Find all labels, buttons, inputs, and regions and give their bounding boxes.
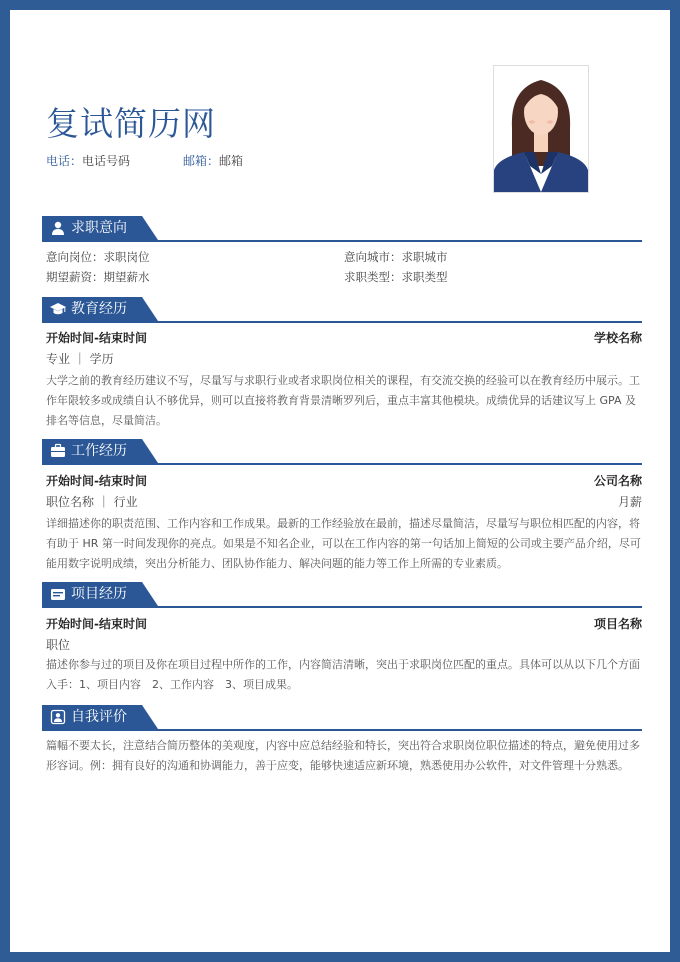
intent-position <box>46 249 150 265</box>
section-underline <box>42 240 642 242</box>
section-underline <box>42 606 642 608</box>
intent-city-value: 求职城市 <box>401 250 448 264</box>
project-description: 描述你参与过的项目及你在项目过程中所作的工作，内容简洁清晰，突出于求职岗位匹配的重点。具体可以从以下几个方面入手：1、项目内容 2、工作内容 3、项目成果。 <box>46 658 640 691</box>
section-title-self: 自我评价 <box>71 709 127 725</box>
section-underline <box>42 463 642 465</box>
phone-contact <box>46 153 130 169</box>
email-label: 邮箱： <box>183 154 220 168</box>
work-header-row <box>46 473 642 490</box>
education-description: 大学之前的教育经历建议不写，尽量写与求职行业或者求职岗位相关的课程，有交流交换的经验可以在教育经历中展示。工作年限较多或成绩自认不够优异，则可以直接将教育背景清晰罗列后，重点丰富其他模块。成绩优异的话建议写上 GPA 及排名等信息，尽量简洁。 <box>46 374 640 427</box>
section-header-project <box>42 582 642 608</box>
id-card-icon <box>50 586 66 602</box>
education-header-row <box>46 330 642 347</box>
section-header-self <box>42 705 642 731</box>
person-badge-icon <box>50 709 66 725</box>
section-title-intent: 求职意向 <box>71 220 127 236</box>
work-position-row <box>46 494 642 511</box>
resume-page <box>10 10 670 952</box>
intent-position-label: 意向岗位： <box>46 250 104 264</box>
briefcase-icon <box>50 443 66 459</box>
intent-type-label: 求职类型： <box>344 270 402 284</box>
section-header-education <box>42 297 642 323</box>
education-school: 学校名称 <box>593 331 642 345</box>
intent-salary-value: 期望薪水 <box>103 270 150 284</box>
section-title-work: 工作经历 <box>71 443 127 459</box>
project-role-row <box>46 637 642 654</box>
user-icon <box>50 220 66 236</box>
candidate-name: 复试简历网 <box>46 104 216 143</box>
email-contact <box>183 153 243 169</box>
phone-value: 电话号码 <box>82 154 131 168</box>
section-header-intent <box>42 216 642 242</box>
intent-type-value: 求职类型 <box>401 270 448 284</box>
self-description: 篇幅不要太长，注意结合简历整体的美观度，内容中应总结经验和特长，突出符合求职岗位职位描述的特点，避免使用过多形容词。例：拥有良好的沟通和协调能力，善于应变，能够快速适应新环境，熟悉使用办公软件，对文件管理十分熟悉。 <box>46 739 640 772</box>
project-name: 项目名称 <box>593 617 642 631</box>
work-position: 职位名称 ｜ 行业 <box>46 495 138 509</box>
intent-salary-label: 期望薪资： <box>46 270 104 284</box>
project-time: 开始时间-结束时间 <box>46 617 147 631</box>
education-time: 开始时间-结束时间 <box>46 331 147 345</box>
education-major-row <box>46 351 642 368</box>
section-header-work <box>42 439 642 465</box>
intent-type <box>344 269 448 285</box>
phone-label: 电话： <box>46 154 83 168</box>
section-underline <box>42 321 642 323</box>
intent-salary <box>46 269 150 285</box>
avatar-illustration <box>494 66 588 192</box>
work-company: 公司名称 <box>593 474 642 488</box>
intent-city-label: 意向城市： <box>344 250 402 264</box>
project-header-row <box>46 616 642 633</box>
work-time: 开始时间-结束时间 <box>46 474 147 488</box>
education-major: 专业 ｜ 学历 <box>46 352 114 366</box>
work-salary: 月薪 <box>617 495 642 509</box>
project-role: 职位 <box>46 638 71 652</box>
section-title-education: 教育经历 <box>71 301 127 317</box>
intent-position-value: 求职岗位 <box>103 250 150 264</box>
section-underline <box>42 729 642 731</box>
work-description: 详细描述你的职责范围、工作内容和工作成果。最新的工作经验放在最前，描述尽量简洁，尽量写与职位相匹配的内容，将有助于 HR 第一时间发现你的亮点。如果是不知名企业，可以在工作内容的第一句话加上简短的公司或主要产品介绍，尽可能用数字说明成绩，突出分析能力、团队协作能力、解决问题的能力等工作上所需的专业素质。 <box>46 517 641 570</box>
section-title-project: 项目经历 <box>71 586 127 602</box>
intent-city <box>344 249 448 265</box>
profile-photo <box>493 65 589 193</box>
graduation-cap-icon <box>50 301 66 317</box>
email-value: 邮箱 <box>219 154 244 168</box>
